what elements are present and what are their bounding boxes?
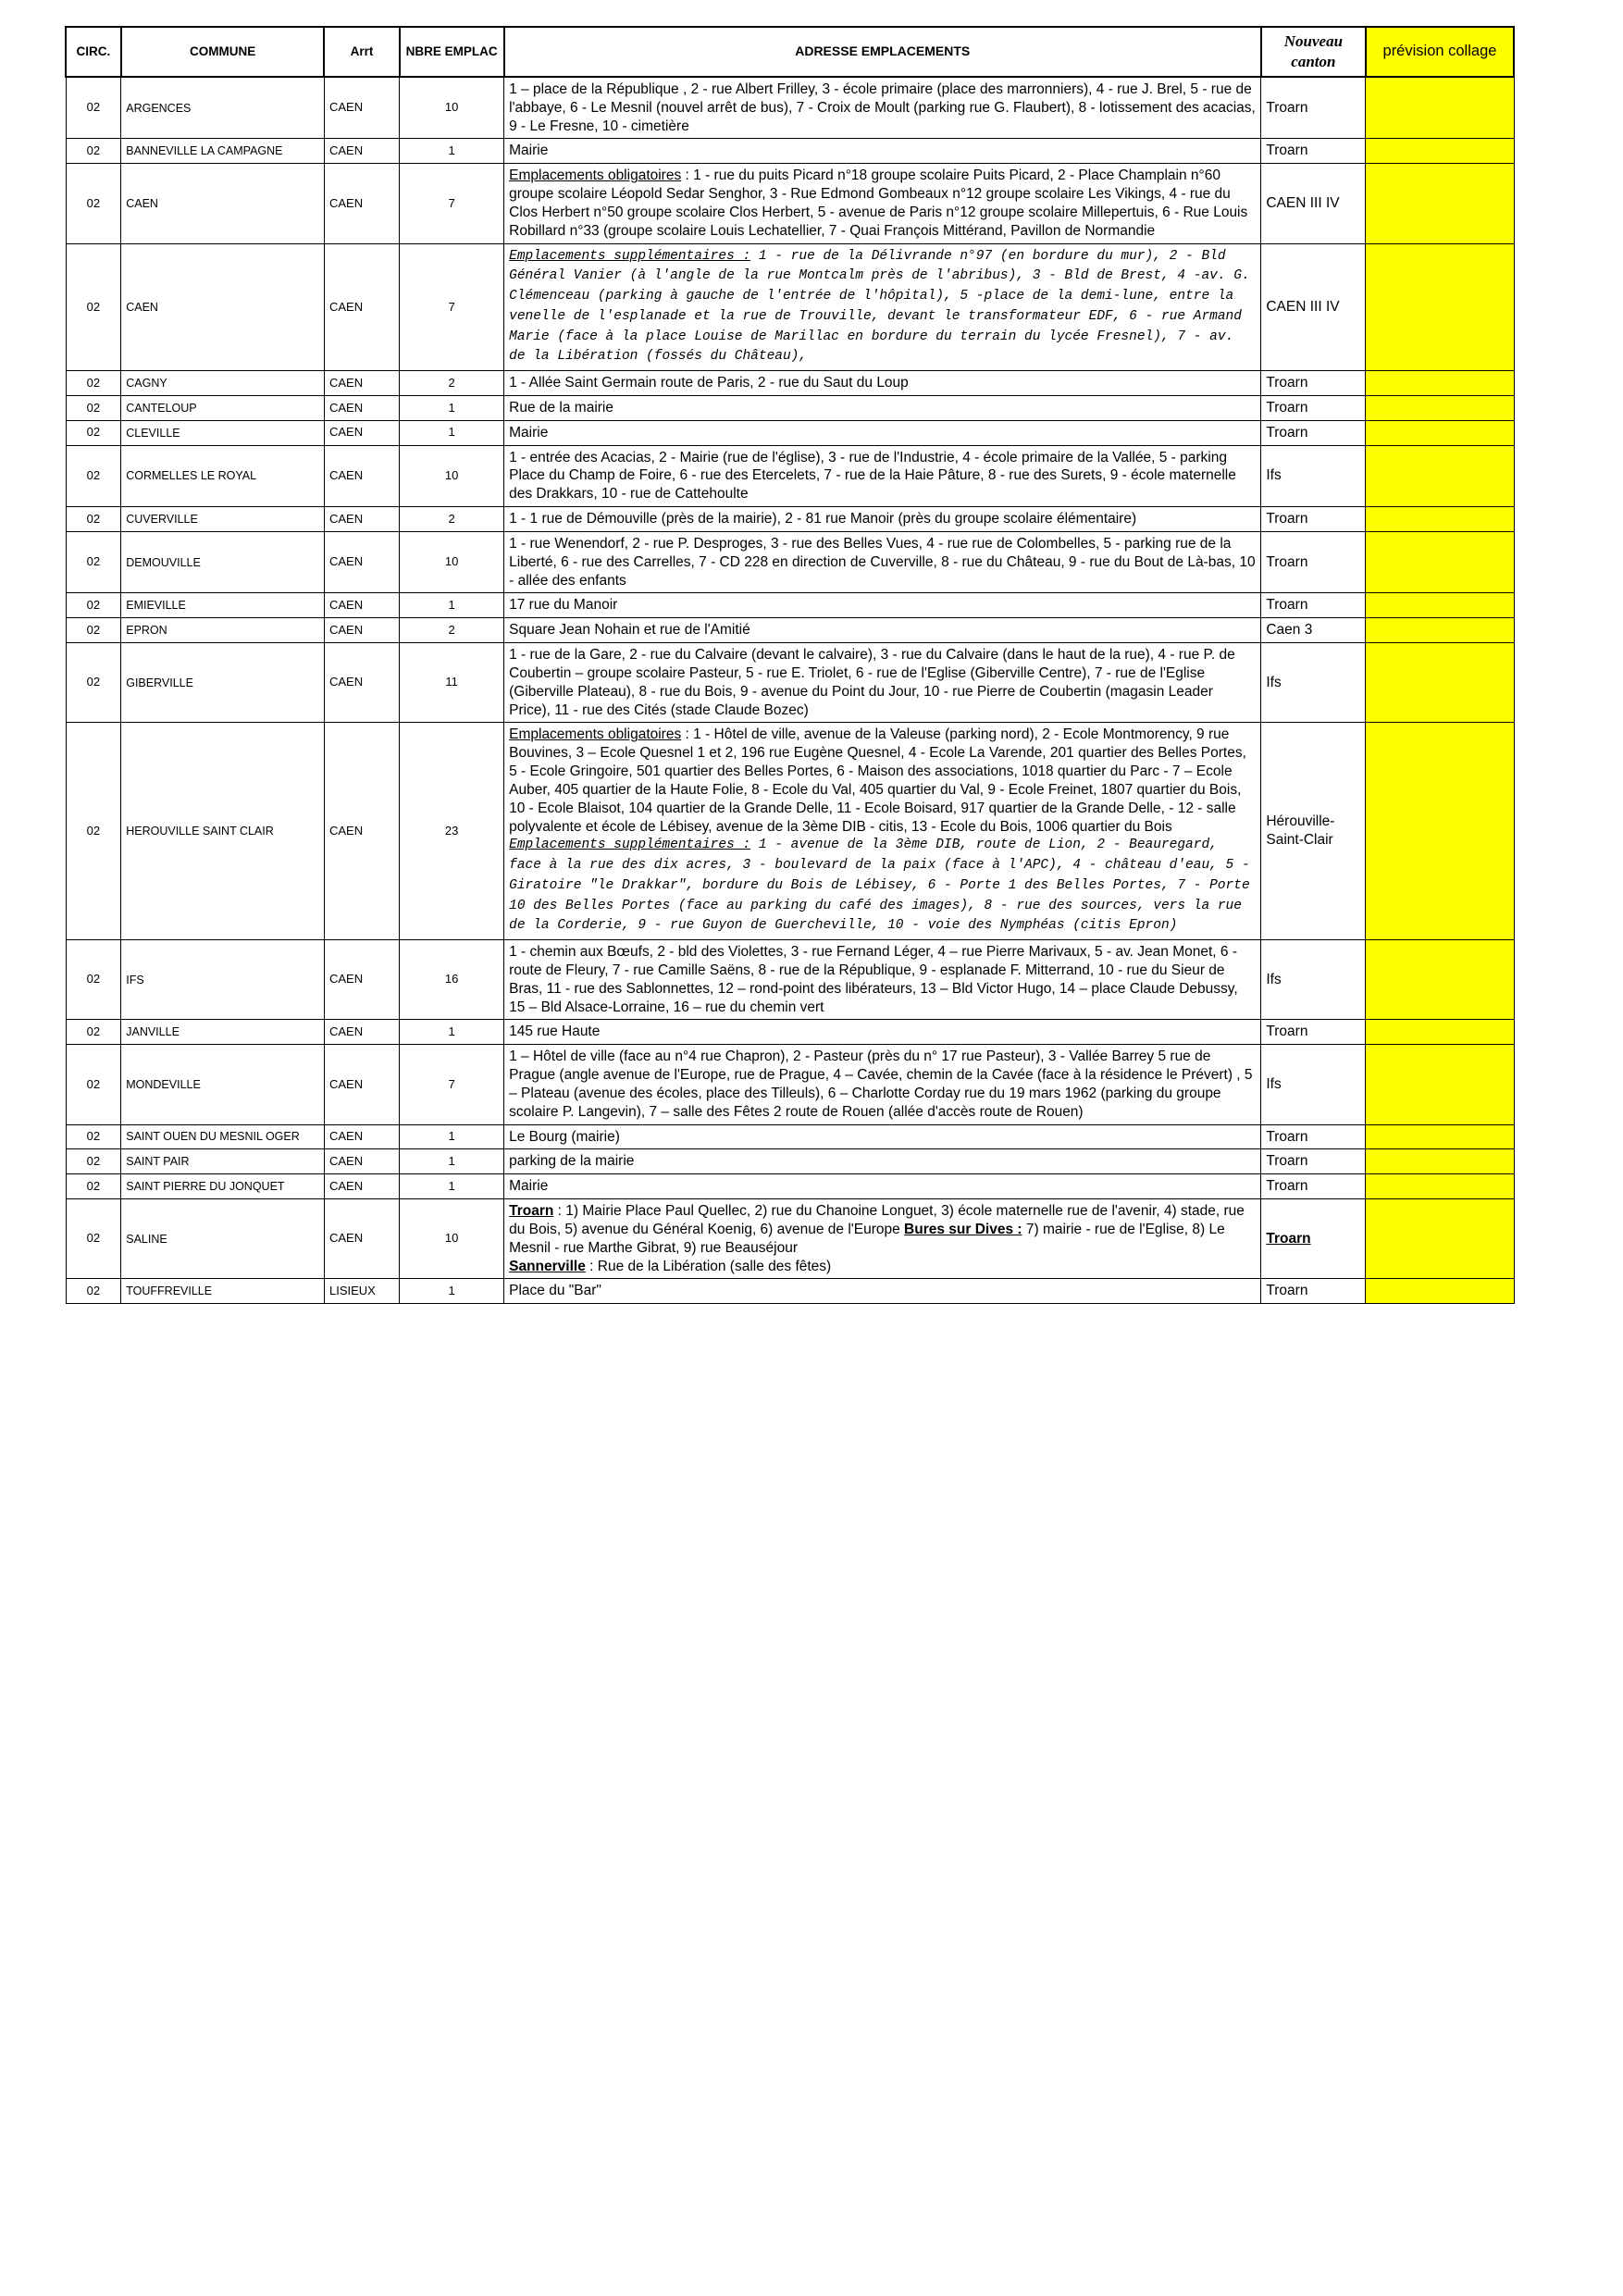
cell-circ: 02: [66, 1199, 121, 1279]
cell-adresse: [504, 940, 1261, 1020]
cell-adresse: [504, 507, 1261, 532]
saline-troarn-label: Troarn: [509, 1203, 554, 1220]
cell-commune: CORMELLES LE ROYAL: [121, 445, 325, 506]
cell-nouveau-canton: Troarn: [1261, 1124, 1366, 1149]
cell-circ: 02: [66, 243, 121, 371]
cell-nouveau-canton: Troarn: [1261, 1279, 1366, 1304]
cell-circ: 02: [66, 723, 121, 940]
adresse-supplementaires-block: Emplacements supplémentaires : 1 - avenue de la 3ème DIB, route de Lion, 2 - Beauregard, face à la rue des dix acres, 3 - boulevard de la paix (face à l'APC), 4 - château d'eau, 5 - Giratoire "le Drakkar", bordure du Bois de Lébisey, 6 - Porte 1 des Belles Portes, 7 - Porte 10 des Belles Portes (face au parking du café des images), 8 - rue des sources, vers la rue de la Corderie, 9 - rue Guyon de Guercheville, 10 - voie des Nymphéas (citis Epron): [509, 838, 1250, 934]
cell-prevision-collage: [1366, 1045, 1514, 1124]
cell-adresse: [504, 1124, 1261, 1149]
cell-adresse: [504, 593, 1261, 618]
header-nouveau-canton: Nouveau canton: [1261, 27, 1366, 77]
header-nbre-emplac: NBRE EMPLAC: [400, 27, 504, 77]
table-row: [66, 643, 1514, 723]
cell-adresse: [504, 1174, 1261, 1199]
cell-prevision-collage: [1366, 618, 1514, 643]
cell-prevision-collage: [1366, 1020, 1514, 1045]
cell-nouveau-canton: Ifs: [1261, 643, 1366, 723]
cell-nbre-emplac: 2: [400, 618, 504, 643]
cell-circ: 02: [66, 1124, 121, 1149]
saline-sannerville-label: Sannerville: [509, 1258, 586, 1274]
adresse-text: Square Jean Nohain et rue de l'Amitié: [509, 622, 750, 639]
cell-arrt: CAEN: [324, 618, 399, 643]
cell-commune: SALINE: [121, 1199, 325, 1279]
table-row: [66, 531, 1514, 592]
cell-prevision-collage: [1366, 371, 1514, 396]
adresse-text: Le Bourg (mairie): [509, 1128, 620, 1145]
cell-arrt: CAEN: [324, 1045, 399, 1124]
cell-circ: 02: [66, 593, 121, 618]
cell-nouveau-canton: Ifs: [1261, 1045, 1366, 1124]
cell-commune: CAGNY: [121, 371, 325, 396]
cell-arrt: CAEN: [324, 243, 399, 371]
adresse-text: 1 - rue de la Gare, 2 - rue du Calvaire (devant le calvaire), 3 - rue du Calvaire (dans le haut de la rue), 4 - rue P. de Coubertin – groupe scolaire Pasteur, 5 - rue E. Triolet, 6 - rue de l'Eglise (Giberville Centre), 7 - rue de l'Eglise (Giberville Plateau), 8 - rue du Bois, 9 - avenue du Point du Jour, 10 - rue Pierre de Coubertin (magasin Leader Price), 11 - rue des Cités (stade Claude Bozec): [509, 647, 1235, 718]
cell-prevision-collage: [1366, 77, 1514, 139]
table-row: [66, 507, 1514, 532]
cell-circ: 02: [66, 371, 121, 396]
table-row: [66, 1174, 1514, 1199]
cell-arrt: CAEN: [324, 445, 399, 506]
table-row: [66, 445, 1514, 506]
table-row: [66, 164, 1514, 243]
cell-prevision-collage: [1366, 531, 1514, 592]
cell-arrt: CAEN: [324, 723, 399, 940]
table-row: [66, 243, 1514, 371]
cell-commune: CAEN: [121, 243, 325, 371]
canton-label-emph: Troarn: [1266, 1230, 1311, 1247]
cell-circ: 02: [66, 1020, 121, 1045]
cell-nouveau-canton: Troarn: [1261, 1020, 1366, 1045]
cell-prevision-collage: [1366, 445, 1514, 506]
cell-arrt: CAEN: [324, 1199, 399, 1279]
adresse-text: Rue de la mairie: [509, 399, 613, 416]
adresse-text: 1 - chemin aux Bœufs, 2 - bld des Violettes, 3 - rue Fernand Léger, 4 – rue Pierre Marivaux, 5 - av. Jean Monet, 6 - route de Fleury, 7 - rue Camille Saëns, 8 - rue de la République, 9 - esplanade F. Mitterrand, 10 - rue du Sieur de Bras, 11 - rue des Sablonnettes, 12 – rond-point des libérateurs, 13 – Bld Victor Hugo, 14 – place Claude Debussy, 15 – Bld Alsace-Lorraine, 16 – rue du chemin vert: [509, 944, 1238, 1015]
cell-nouveau-canton: Troarn: [1261, 507, 1366, 532]
cell-arrt: CAEN: [324, 420, 399, 445]
cell-commune: CLEVILLE: [121, 420, 325, 445]
cell-prevision-collage: [1366, 1149, 1514, 1174]
adresse-text: Mairie: [509, 143, 549, 159]
cell-commune: ARGENCES: [121, 77, 325, 139]
cell-prevision-collage: [1366, 1279, 1514, 1304]
table-row: [66, 618, 1514, 643]
adresse-text: 1 - Allée Saint Germain route de Paris, 2 - rue du Saut du Loup: [509, 375, 909, 391]
header-circ: CIRC.: [66, 27, 121, 77]
cell-arrt: CAEN: [324, 164, 399, 243]
cell-nouveau-canton: Caen 3: [1261, 618, 1366, 643]
adresse-text: 145 rue Haute: [509, 1024, 601, 1040]
cell-prevision-collage: [1366, 1124, 1514, 1149]
cell-nbre-emplac: 1: [400, 593, 504, 618]
cell-commune: CANTELOUP: [121, 395, 325, 420]
cell-adresse: [504, 243, 1261, 371]
cell-arrt: CAEN: [324, 1124, 399, 1149]
cell-commune: HEROUVILLE SAINT CLAIR: [121, 723, 325, 940]
cell-arrt: CAEN: [324, 593, 399, 618]
cell-adresse: [504, 618, 1261, 643]
cell-nbre-emplac: 1: [400, 1279, 504, 1304]
cell-adresse: [504, 420, 1261, 445]
table-row: [66, 593, 1514, 618]
cell-nbre-emplac: 10: [400, 1199, 504, 1279]
cell-nbre-emplac: 2: [400, 371, 504, 396]
cell-prevision-collage: [1366, 723, 1514, 940]
cell-adresse: [504, 395, 1261, 420]
cell-prevision-collage: [1366, 139, 1514, 164]
cell-circ: 02: [66, 77, 121, 139]
saline-sannerville-block: Sannerville : Rue de la Libération (salle des fêtes): [509, 1258, 832, 1274]
cell-circ: 02: [66, 1045, 121, 1124]
cell-nbre-emplac: 11: [400, 643, 504, 723]
header-adresse-emplacements: ADRESSE EMPLACEMENTS: [504, 27, 1261, 77]
cell-circ: 02: [66, 139, 121, 164]
adresse-obligatoires-label: Emplacements obligatoires: [509, 168, 682, 184]
table-row: [66, 1045, 1514, 1124]
cell-nbre-emplac: 7: [400, 1045, 504, 1124]
cell-nbre-emplac: 10: [400, 77, 504, 139]
cell-arrt: CAEN: [324, 940, 399, 1020]
cell-prevision-collage: [1366, 164, 1514, 243]
cell-nbre-emplac: 1: [400, 420, 504, 445]
cell-arrt: CAEN: [324, 395, 399, 420]
header-commune: COMMUNE: [121, 27, 325, 77]
adresse-text: Place du "Bar": [509, 1283, 601, 1299]
cell-prevision-collage: [1366, 643, 1514, 723]
cell-adresse: [504, 723, 1261, 940]
cell-circ: 02: [66, 1174, 121, 1199]
cell-commune: JANVILLE: [121, 1020, 325, 1045]
cell-prevision-collage: [1366, 420, 1514, 445]
cell-arrt: LISIEUX: [324, 1279, 399, 1304]
table-row: [66, 139, 1514, 164]
cell-nbre-emplac: 1: [400, 139, 504, 164]
saline-troarn-block: Troarn : 1) Mairie Place Paul Quellec, 2) rue du Chanoine Longuet, 3) école maternelle rue de l'avenir, 4) stade, rue du Bois, 5) avenue du Général Koenig, 6) avenue de l'Europe Bures sur Dives : 7) mairie - rue de l'Eglise, 8) Le Mesnil - rue Marthe Gibrat, 9) rue Beauséjour: [509, 1203, 1245, 1256]
cell-arrt: CAEN: [324, 643, 399, 723]
cell-commune: MONDEVILLE: [121, 1045, 325, 1124]
adresse-obligatoires-block: Emplacements obligatoires : 1 - rue du puits Picard n°18 groupe scolaire Puits Picard, 2 - Place Champlain n°60 groupe scolaire Léopold Sedar Senghor, 3 - Rue Edmond Gombeaux n°12 groupe scolaire Les Vikings, 4 - rue du Clos Herbert n°50 groupe scolaire Clos Herbert, 5 - avenue de Paris n°12 groupe scolaire Millepertuis, 6 - Rue Louis Robillard n°33 (groupe scolaire Louis Lechatellier, 7 - Quai François Mittérand, Pavillon de Normandie: [509, 168, 1248, 239]
table-row: [66, 1149, 1514, 1174]
cell-adresse: [504, 1279, 1261, 1304]
table-row: [66, 395, 1514, 420]
cell-adresse: [504, 1020, 1261, 1045]
adresse-supplementaires-block: Emplacements supplémentaires : 1 - rue de la Délivrande n°97 (en bordure du mur), 2 - Bld Général Vanier (à l'angle de la rue Montcalm près de l'abribus), 3 - Bld de Brest, 4 -av. G. Clémenceau (parking à gauche de l'entrée de l'hôpital), 5 -place de la demi-lune, entre la venelle de l'esplanade et la rue de Trouville, devant le transformateur EDF, 6 - rue Armand Marie (face à la place Louise de Marillac en bordure du terrain du lycée Fresnel), 7 - av. de la Libération (fossés du Château),: [509, 248, 1250, 365]
cell-commune: BANNEVILLE LA CAMPAGNE: [121, 139, 325, 164]
cell-nbre-emplac: 1: [400, 395, 504, 420]
cell-arrt: CAEN: [324, 531, 399, 592]
cell-nouveau-canton: Troarn: [1261, 531, 1366, 592]
cell-prevision-collage: [1366, 1174, 1514, 1199]
cell-nbre-emplac: 1: [400, 1124, 504, 1149]
cell-nouveau-canton: Troarn: [1261, 77, 1366, 139]
table-row: [66, 371, 1514, 396]
cell-arrt: CAEN: [324, 139, 399, 164]
adresse-text: 17 rue du Manoir: [509, 597, 618, 614]
cell-nouveau-canton: Troarn: [1261, 420, 1366, 445]
cell-nbre-emplac: 16: [400, 940, 504, 1020]
cell-prevision-collage: [1366, 1199, 1514, 1279]
cell-prevision-collage: [1366, 593, 1514, 618]
cell-arrt: CAEN: [324, 1149, 399, 1174]
adresse-supplementaires-label: Emplacements supplémentaires :: [509, 838, 751, 853]
cell-nbre-emplac: 2: [400, 507, 504, 532]
cell-circ: 02: [66, 1279, 121, 1304]
header-prevision-collage: prévision collage: [1366, 27, 1514, 77]
cell-nbre-emplac: 1: [400, 1174, 504, 1199]
cell-circ: 02: [66, 531, 121, 592]
cell-prevision-collage: [1366, 243, 1514, 371]
table-row: [66, 1279, 1514, 1304]
cell-prevision-collage: [1366, 507, 1514, 532]
cell-commune: SAINT PIERRE DU JONQUET: [121, 1174, 325, 1199]
adresse-text: 1 - 1 rue de Démouville (près de la mairie), 2 - 81 rue Manoir (près du groupe scolaire élémentaire): [509, 511, 1137, 527]
cell-adresse: [504, 139, 1261, 164]
cell-commune: SAINT OUEN DU MESNIL OGER: [121, 1124, 325, 1149]
cell-commune: CUVERVILLE: [121, 507, 325, 532]
cell-nouveau-canton: Troarn: [1261, 1174, 1366, 1199]
cell-nbre-emplac: 10: [400, 445, 504, 506]
cell-adresse: [504, 164, 1261, 243]
table-row: [66, 1199, 1514, 1279]
cell-commune: TOUFFREVILLE: [121, 1279, 325, 1304]
cell-adresse: [504, 1199, 1261, 1279]
cell-commune: DEMOUVILLE: [121, 531, 325, 592]
cell-circ: 02: [66, 1149, 121, 1174]
table-row: [66, 1124, 1514, 1149]
cell-adresse: [504, 1149, 1261, 1174]
cell-arrt: CAEN: [324, 1174, 399, 1199]
cell-nouveau-canton: Troarn: [1261, 139, 1366, 164]
adresse-text: 1 - rue Wenendorf, 2 - rue P. Desproges, 3 - rue des Belles Vues, 4 - rue rue de Colombelles, 5 - parking rue de la Liberté, 6 - rue des Carrelles, 7 - CD 228 en direction de Cuverville, 8 - rue du Château, 9 - rue du Bout de Là-bas, 10 - allée des enfants: [509, 535, 1256, 589]
cell-circ: 02: [66, 395, 121, 420]
cell-arrt: CAEN: [324, 77, 399, 139]
cell-commune: IFS: [121, 940, 325, 1020]
cell-circ: 02: [66, 445, 121, 506]
saline-bures-label: Bures sur Dives :: [904, 1221, 1022, 1237]
cell-nbre-emplac: 7: [400, 164, 504, 243]
cell-nouveau-canton: CAEN III IV: [1261, 164, 1366, 243]
cell-nouveau-canton: Ifs: [1261, 445, 1366, 506]
cell-commune: CAEN: [121, 164, 325, 243]
table-row: [66, 940, 1514, 1020]
cell-arrt: CAEN: [324, 1020, 399, 1045]
cell-nbre-emplac: 10: [400, 531, 504, 592]
cell-adresse: [504, 531, 1261, 592]
cell-circ: 02: [66, 940, 121, 1020]
cell-circ: 02: [66, 420, 121, 445]
adresse-text: parking de la mairie: [509, 1153, 635, 1170]
table-row: [66, 420, 1514, 445]
cell-nouveau-canton: CAEN III IV: [1261, 243, 1366, 371]
table-row: [66, 723, 1514, 940]
adresse-obligatoires-label: Emplacements obligatoires: [509, 726, 682, 743]
cell-adresse: [504, 77, 1261, 139]
adresse-text: 1 – Hôtel de ville (face au n°4 rue Chapron), 2 - Pasteur (près du n° 17 rue Pasteur), 3 - Vallée Barrey 5 rue de Prague (angle avenue de l'Europe, rue de Prague, 4 – Cavée, chemin de la Cavée (face à la résidence le Prévert) , 5 – Plateau (avenue des écoles, place des Tilleuls), 6 – Charlotte Corday rue du 19 mars 1962 (parking du groupe scolaire P. Langevin), 7 – salle des Fêtes 2 route de Rouen (allée d'accès route de Rouen): [509, 1049, 1253, 1120]
adresse-supplementaires-label: Emplacements supplémentaires :: [509, 248, 751, 264]
cell-adresse: [504, 445, 1261, 506]
cell-nbre-emplac: 1: [400, 1149, 504, 1174]
cell-adresse: [504, 1045, 1261, 1124]
cell-nouveau-canton: Ifs: [1261, 940, 1366, 1020]
cell-nouveau-canton: Troarn: [1261, 593, 1366, 618]
adresse-text: Mairie: [509, 424, 549, 441]
adresse-obligatoires-block: Emplacements obligatoires : 1 - Hôtel de ville, avenue de la Valeuse (parking nord), 2 - Ecole Montmorency, 9 rue Bouvines, 3 – Ecole Quesnel 1 et 2, 196 rue Eugène Quesnel, 4 - Ecole La Varende, 201 quartier des Belles Portes, 5 - Ecole Gringoire, 501 quartier des Belles Portes, 6 - Maison des associations, 1018 quartier du Parc - 7 – Ecole Auber, 405 quartier de la Haute Folie, 8 - Ecole du Val, 405 quartier du Val, 9 - Ecole Freinet, 1807 quartier du Bois, 10 - Ecole Blaisot, 104 quartier de la Grande Delle, 11 - Ecole Boisard, 917 quartier de la Grande Delle, - 12 - salle polyvalente et école de Lébisey, avenue de la 3ème DIB - citis, 13 - Ecole du Bois, 1006 quartier du Bois: [509, 726, 1246, 835]
cell-arrt: CAEN: [324, 371, 399, 396]
cell-circ: 02: [66, 507, 121, 532]
header-arrt: Arrt: [324, 27, 399, 77]
cell-nouveau-canton: Troarn: [1261, 395, 1366, 420]
adresse-text: Mairie: [509, 1178, 549, 1195]
cell-commune: EPRON: [121, 618, 325, 643]
cell-nouveau-canton: Troarn: [1261, 1149, 1366, 1174]
cell-adresse: [504, 643, 1261, 723]
adresse-text: 1 - entrée des Acacias, 2 - Mairie (rue de l'église), 3 - rue de l'Industrie, 4 - école primaire de la Vallée, 5 - parking Place du Champ de Foire, 6 - rue des Etercelets, 7 - rue de la Haie Pâture, 8 - rue des Surets, 9 - école maternelle des Drakkars, 10 - rue de Cattehoulte: [509, 449, 1236, 503]
cell-commune: SAINT PAIR: [121, 1149, 325, 1174]
cell-nouveau-canton: Hérouville-Saint-Clair: [1261, 723, 1366, 940]
cell-adresse: [504, 371, 1261, 396]
cell-prevision-collage: [1366, 940, 1514, 1020]
cell-nouveau-canton: Troarn: [1261, 371, 1366, 396]
cell-prevision-collage: [1366, 395, 1514, 420]
table-row: [66, 1020, 1514, 1045]
emplacements-table: [65, 26, 1515, 1304]
cell-commune: GIBERVILLE: [121, 643, 325, 723]
cell-commune: EMIEVILLE: [121, 593, 325, 618]
cell-nbre-emplac: 7: [400, 243, 504, 371]
cell-nbre-emplac: 23: [400, 723, 504, 940]
cell-circ: 02: [66, 618, 121, 643]
cell-nouveau-canton: [1261, 1199, 1366, 1279]
cell-circ: 02: [66, 643, 121, 723]
table-header-row: [66, 27, 1514, 77]
adresse-text: 1 – place de la République , 2 - rue Albert Frilley, 3 - école primaire (place des marronniers), 4 - rue J. Brel, 5 - rue de l'abbaye, 6 - Le Mesnil (nouvel arrêt de bus), 7 - Croix de Moult (parking rue G. Flaubert), 8 - lotissement des acacias, 9 - Le Fresne, 10 - cimetière: [509, 81, 1256, 134]
cell-nbre-emplac: 1: [400, 1020, 504, 1045]
cell-circ: 02: [66, 164, 121, 243]
cell-arrt: CAEN: [324, 507, 399, 532]
table-row: [66, 77, 1514, 139]
